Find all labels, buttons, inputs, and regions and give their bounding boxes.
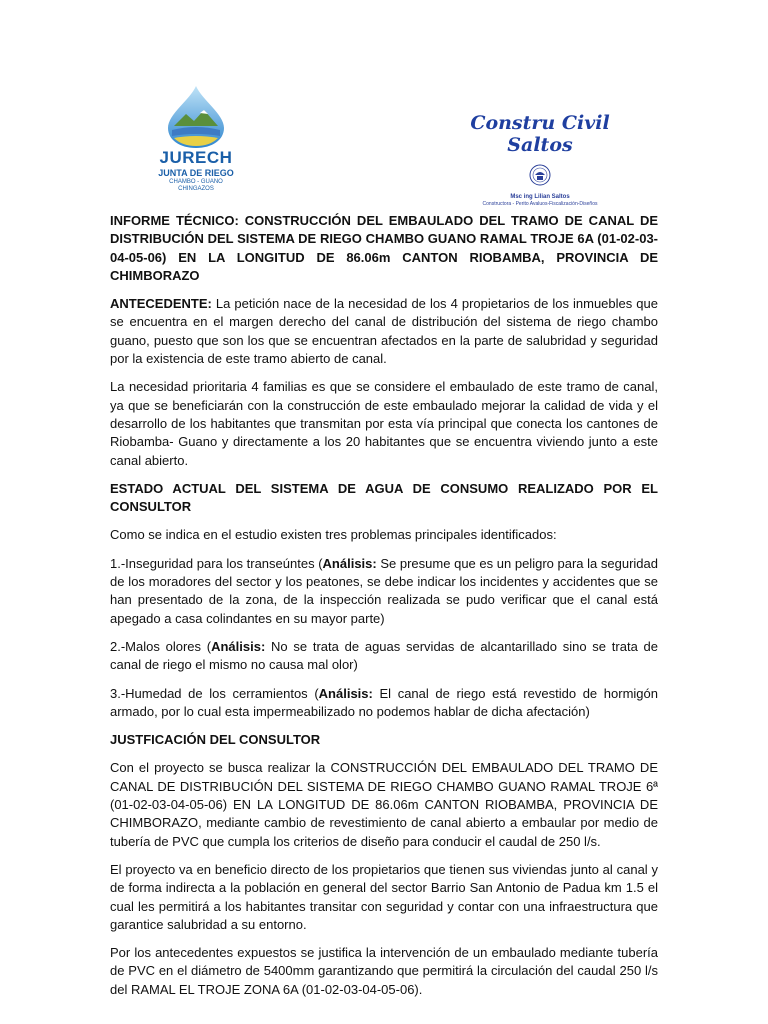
- brand-name: Constru Civil Saltos: [470, 112, 610, 156]
- jurech-logo: [150, 86, 242, 202]
- necesidad-paragraph: La necesidad prioritaria 4 familias es que se considere el embaulado de este tramo de canal, ya que se beneficiarán con la construcción de este embaulado mejorar la calidad de vida y el desarrollo de los habitantes que transmitan por esta vía principal que conecta los cantones de Riobamba- Guano y directamente a los 20 habitantes que se encuentra viviendo junto a este canal abierto.: [110, 379, 658, 468]
- brand-person: Msc ing Lilian Saltos: [510, 194, 570, 200]
- justificacion-heading: JUSTFICACIÓN DEL CONSULTOR: [110, 732, 321, 748]
- problem-lead: 2.-Malos olores (: [110, 638, 212, 654]
- problem-item-3: [110, 685, 658, 722]
- problem-item-2: [110, 638, 658, 675]
- jurech-location: [150, 179, 242, 193]
- problem-lead: 3.-Humedad de los cerramientos (: [110, 685, 319, 701]
- problem-item-1: [110, 555, 658, 628]
- jurech-subtitle: JUNTA DE RIEGO: [158, 168, 234, 178]
- estado-heading: ESTADO ACTUAL DEL SISTEMA DE AGUA DE CONSUMO REALIZADO POR EL CONSULTOR: [110, 480, 658, 515]
- jurech-location-line2: CHINGAZOS: [178, 186, 214, 192]
- problem-text: El canal de riego está revestido de hormigón armado, por lo cual esta impermeabilizado no podemos hablar de dicha afectación): [110, 685, 658, 719]
- antecedente-text: La petición nace de la necesidad de los 4 propietarios de los inmuebles que se encuentra en el margen derecho del canal de distribución del sistema de riego chambo guano, puesto que son los que se encuentran afectados en la parte de salubridad y seguridad por la existencia de este tramo abierto de canal.: [110, 296, 658, 367]
- antecedente-label: ANTECEDENTE:: [110, 296, 212, 312]
- jurech-location-line1: CHAMBO - GUANO: [169, 179, 223, 185]
- analysis-label: Análisis:: [318, 685, 373, 701]
- beneficio-paragraph: El proyecto va en beneficio directo de los propietarios que tienen sus viviendas junto al canal y de forma indirecta a la población en general del sector Barrio San Antonio de Padua km 1.5 el cual les permitirá a los habitantes transitar con seguridad y contar con una infraestructura que garantice salubridad a su entorno.: [110, 861, 658, 932]
- problem-text: No se trata de aguas servidas de alcantarillado sino se trata de canal de riego el mismo no causa mal olor): [110, 638, 659, 673]
- water-drop-icon: [162, 86, 230, 148]
- analysis-label: Análisis:: [322, 555, 377, 571]
- conclusion-paragraph: Por los antecedentes expuestos se justifica la intervención de un embaulado mediante tubería de PVC en el diámetro de 5400mm garantizando que permitirá la circulación del caudal 250 l/s del RAMAL EL TROJE ZONA 6A (01-02-03-04-05-06).: [110, 945, 658, 997]
- letterhead: [0, 0, 768, 205]
- report-body: [110, 212, 658, 1009]
- problemas-paragraph: Como se indica en el estudio existen tres problemas principales identificados:: [110, 527, 557, 543]
- problem-lead: 1.-Inseguridad para los transeúntes (: [110, 555, 323, 571]
- antecedente-paragraph: [110, 295, 658, 368]
- analysis-label: Análisis:: [211, 638, 266, 654]
- problem-text: Se presume que es un peligro para la seguridad de los moradores del sector y los peatones, se debe indicar los incidentes y accidentes que se han presentado de la zona, de la inspección realizada se pudo verificar que el canal está apegado a casa colindantes en su mayor parte): [110, 555, 658, 626]
- brand-tagline: Constructora - Perito Avaluos-Fiscalización-Diseños: [482, 201, 598, 207]
- proyecto-paragraph: Con el proyecto se busca realizar la CONSTRUCCIÓN DEL EMBAULADO DEL TRAMO DE CANAL DE DISTRIBUCIÓN DEL SISTEMA DE RIEGO CHAMBO GUANO RAMAL TROJE 6ª (01-02-03-04-05-06) EN LA LONGITUD DE 86.06m CANTON RIOBAMBA, PROVINCIA DE CHIMBORAZO, mediante cambio de revestimiento de canal abierto a embaular por medio de tubería de PVC que cumpla los criterios de diseño para conducir el caudal de 250 l/s.: [110, 760, 658, 849]
- report-title: INFORME TÉCNICO: CONSTRUCCIÓN DEL EMBAULADO DEL TRAMO DE CANAL DE DISTRIBUCIÓN DEL SISTEMA DE RIEGO CHAMBO GUANO RAMAL TROJE 6A (01-02-03-04-05-06) EN LA LONGITUD DE 86.06m CANTON RIOBAMBA, PROVINCIA DE CHIMBORAZO: [110, 213, 658, 283]
- constru-civil-saltos-logo: [440, 112, 640, 207]
- jurech-name: JURECH: [159, 148, 233, 167]
- engineer-seal-icon: [529, 164, 551, 186]
